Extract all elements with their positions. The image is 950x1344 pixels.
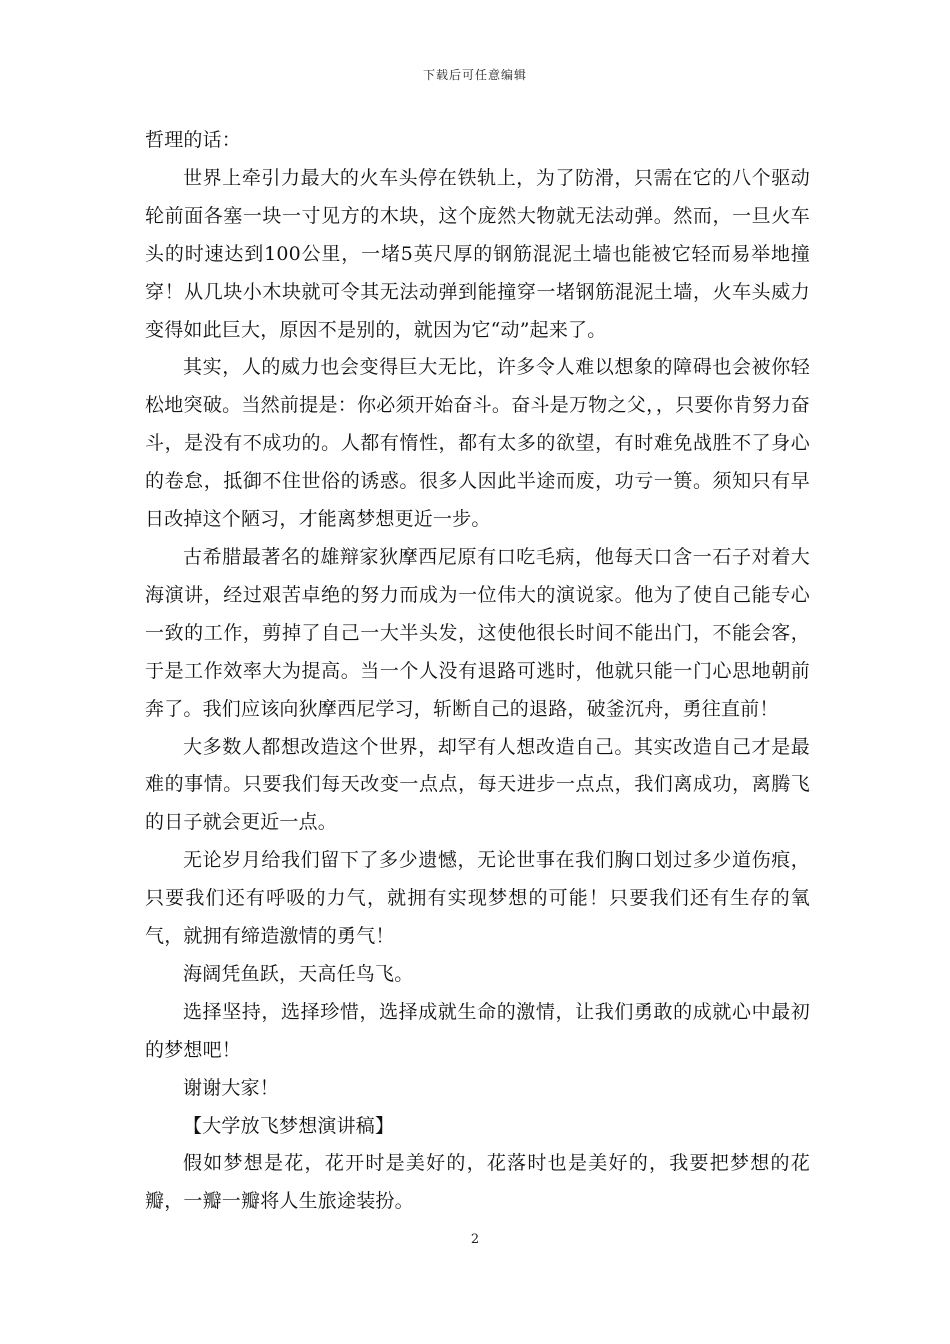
paragraph-change-self: 大多数人都想改造这个世界，却罕有人想改造自己。其实改造自己才是最难的事情。只要我们每天改变一点点，每天进步一点点，我们离成功，离腾飞的日子就会更近一点。 [145,735,810,834]
paragraph-regrets: 无论岁月给我们留下了多少遗憾，无论世事在我们胸口划过多少道伤痕，只要我们还有呼吸的力气，就拥有实现梦想的可能！只要我们还有生存的氧气，就拥有缔造激情的勇气！ [145,849,810,948]
document-body [145,122,810,1221]
page-header: 下载后可任意编辑 [422,68,527,82]
paragraph-thanks: 谢谢大家！ [183,1076,280,1099]
paragraph-heading-philosophy: 哲理的话： [145,129,242,151]
paragraph-dream-flower: 假如梦想是花，花开时是美好的，花落时也是美好的，我要把梦想的花瓣，一瓣一瓣将人生旅途装扮。 [145,1152,810,1213]
paragraph-choose: 选择坚持，选择珍惜，选择成就生命的激情，让我们勇敢的成就心中最初的梦想吧！ [145,1000,810,1061]
paragraph-proverb: 海阔凭鱼跃，天高任鸟飞。 [183,962,414,985]
section-title: 【大学放飞梦想演讲稿】 [183,1114,395,1137]
paragraph-demosthenes: 古希腊最著名的雄辩家狄摩西尼原有口吃毛病，他每天口含一石子对着大海演讲，经过艰苦卓绝的努力而成为一位伟大的演说家。他为了使自己能专心一致的工作，剪掉了自己一大半头发，这使他很长时间不能出门，不能会客，于是工作效率大为提高。当一个人没有退路可逃时，他就只能一门心思地朝前奔了。我们应该向狄摩西尼学习，斩断自己的退路，破釜沉舟，勇往直前！ [145,545,810,720]
paragraph-locomotive: 世界上牵引力最大的火车头停在铁轨上，为了防滑，只需在它的八个驱动轮前面各塞一块一寸见方的木块，这个庞然大物就无法动弹。然而，一旦火车头的时速达到100公里，一堵5英尺厚的钢筋混泥土墙也能被它轻而易举地撞穿！从几块小木块就可令其无法动弹到能撞穿一堵钢筋混泥土墙，火车头威力变得如此巨大，原因不是别的，就因为它“动”起来了。 [145,166,810,341]
page-number: 2 [470,1232,480,1247]
paragraph-struggle: 其实，人的威力也会变得巨大无比，许多令人难以想象的障碍也会被你轻松地突破。当然前提是：你必须开始奋斗。奋斗是万物之父，，只要你肯努力奋斗，是没有不成功的。人都有惰性，都有太多的欲望，有时难免战胜不了身心的卷怠，抵御不住世俗的诱惑。很多人因此半途而废，功亏一篑。须知只有早日改掉这个陋习，才能离梦想更近一步。 [145,356,810,531]
